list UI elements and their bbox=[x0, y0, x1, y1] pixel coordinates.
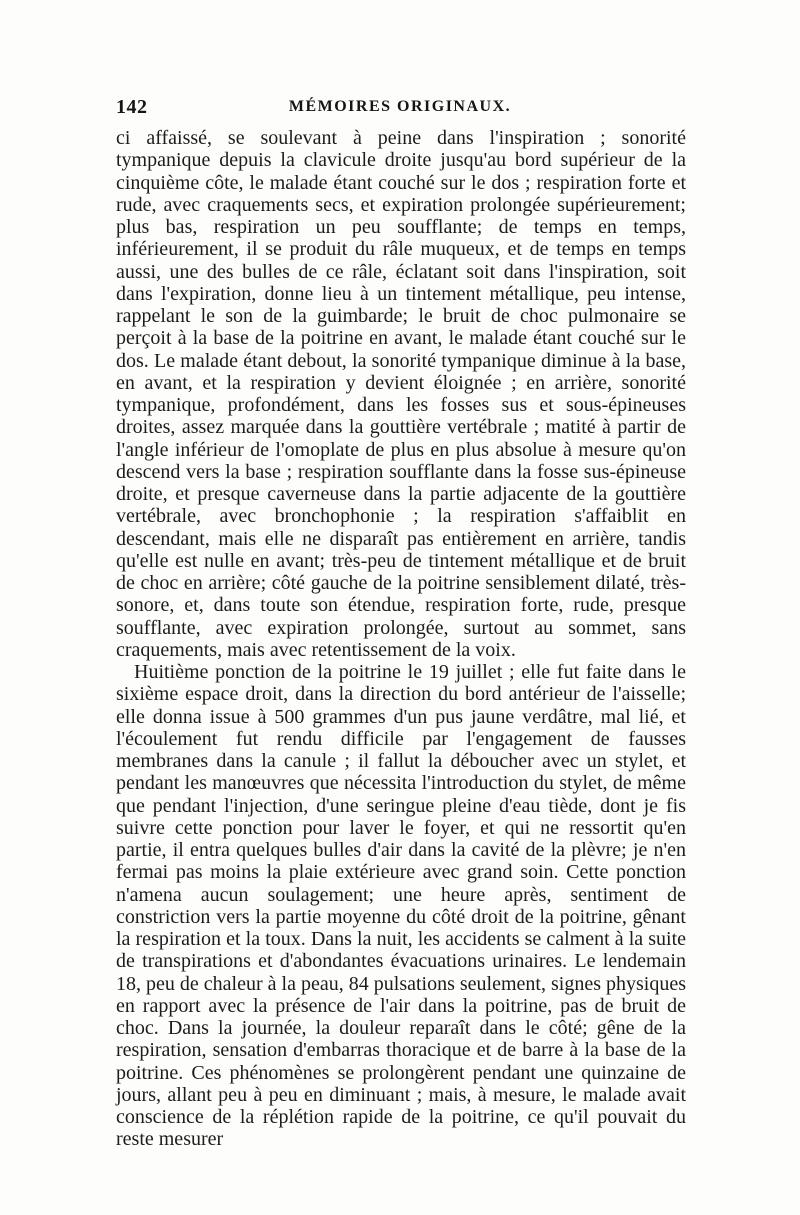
paragraph-continuation: ci affaissé, se soulevant à peine dans l'inspiration ; sonorité tympanique depuis la clavicule droite jusqu'au bord supérieur de la cinquième côte, le malade étant couché sur le dos ; respiration forte et rude, avec craquements secs, et expiration prolongée supérieurement; plus bas, respiration un peu soufflante; de temps en temps, inférieurement, il se produit du râle muqueux, et de temps en temps aussi, une des bulles de ce râle, éclatant soit dans l'inspiration, soit dans l'expiration, donne lieu à un tintement métallique, peu intense, rappelant le son de la guimbarde; le bruit de choc pulmonaire se perçoit à la base de la poitrine en avant, le malade étant couché sur le dos. Le malade étant debout, la sonorité tympanique diminue à la base, en avant, et la respiration y devient éloignée ; en arrière, sonorité tympanique, profondément, dans les fosses sus et sous-épineuses droites, assez marquée dans la gouttière vertébrale ; matité à partir de l'angle inférieur de l'omoplate de plus en plus absolue à mesure qu'on descend vers la base ; respiration soufflante dans la fosse sus-épineuse droite, et presque caverneuse dans la partie adjacente de la gouttière vertébrale, avec bronchophonie ; la respiration s'affaiblit en descendant, mais elle ne disparaît pas entièrement en arrière, tandis qu'elle est nulle en avant; très-peu de tintement métallique et de bruit de choc en arrière; côté gauche de la poitrine sensiblement dilaté, très-sonore, et, dans toute son étendue, respiration forte, rude, presque soufflante, avec expiration prolongée, surtout au sommet, sans craquements, mais avec retentissement de la voix. bbox=[116, 127, 686, 661]
body-text bbox=[116, 127, 686, 1151]
running-title: MÉMOIRES ORIGINAUX. bbox=[288, 98, 512, 115]
page-header bbox=[116, 96, 684, 124]
page-number: 142 bbox=[116, 96, 148, 118]
paragraph-huitieme-ponction: Huitième ponction de la poitrine le 19 juillet ; elle fut faite dans le sixième espace droit, dans la direction du bord antérieur de l'aisselle; elle donna issue à 500 grammes d'un pus jaune verdâtre, mal lié, et l'écoulement fut rendu difficile par l'engagement de fausses membranes dans la canule ; il fallut la déboucher avec un stylet, et pendant les manœuvres que nécessita l'introduction du stylet, de même que pendant l'injection, d'une seringue pleine d'eau tiède, dont je fis suivre cette ponction pour laver le foyer, et qui ne ressortit qu'en partie, il entra quelques bulles d'air dans la cavité de la plèvre; je n'en fermai pas moins la plaie extérieure avec grand soin. Cette ponction n'amena aucun soulagement; une heure après, sentiment de constriction vers la partie moyenne du côté droit de la poitrine, gênant la respiration et la toux. Dans la nuit, les accidents se calment à la suite de transpirations et d'abondantes évacuations urinaires. Le lendemain 18, peu de chaleur à la peau, 84 pulsations seulement, signes physiques en rapport avec la présence de l'air dans la poitrine, pas de bruit de choc. Dans la journée, la douleur reparaît dans le côté; gêne de la respiration, sensation d'embarras thoracique et de barre à la base de la poitrine. Ces phénomènes se prolongèrent pendant une quinzaine de jours, allant peu à peu en diminuant ; mais, à mesure, le malade avait conscience de la réplétion rapide de la poitrine, ce qu'il pouvait du reste mesurer bbox=[116, 661, 686, 1151]
